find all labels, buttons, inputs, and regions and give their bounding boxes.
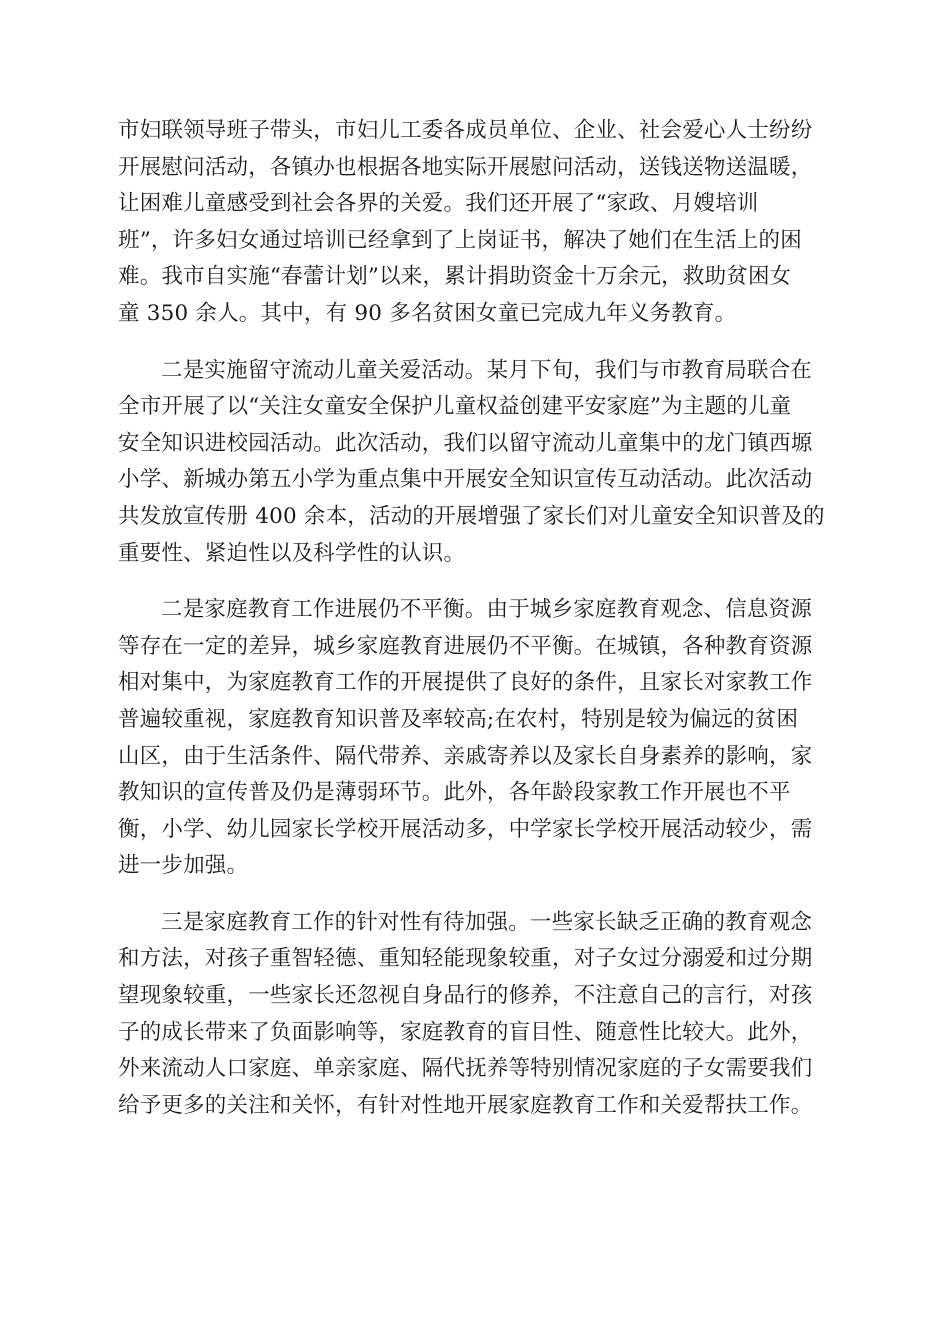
paragraph-line: 进一步加强。: [118, 853, 249, 879]
paragraph-line: 开展慰问活动，各镇办也根据各地实际开展慰问活动，送钱送物送温暖，: [118, 154, 813, 180]
paragraph-line: 难。我市自实施“春蕾计划”以来，累计捐助资金十万余元，救助贫困女: [118, 264, 792, 290]
paragraph-line: 班”，许多妇女通过培训已经拿到了上岗证书，解决了她们在生活上的困: [118, 227, 802, 253]
paragraph-line: 望现象较重，一些家长还忽视自身品行的修养，不注意自己的言行，对孩: [118, 983, 813, 1009]
paragraph-1: [118, 113, 834, 333]
paragraph-line: 等存在一定的差异，城乡家庭教育进展仍不平衡。在城镇，各种教育资源: [118, 633, 813, 659]
paragraph-line: 山区，由于生活条件、隔代带养、亲戚寄养以及家长自身素养的影响，家: [118, 743, 813, 769]
paragraph-line: 共发放宣传册 400 余本，活动的开展增强了家长们对儿童安全知识普及的: [118, 503, 825, 529]
paragraph-line: 市妇联领导班子带头，市妇儿工委各成员单位、企业、社会爱心人士纷纷: [118, 118, 813, 143]
paragraph-3: [118, 592, 834, 885]
paragraph-2: [118, 353, 834, 573]
paragraph-line: 教知识的宣传普及仍是薄弱环节。此外，各年龄段家教工作开展也不平: [118, 780, 791, 806]
paragraph-4: [118, 905, 834, 1125]
paragraph-line: 三是家庭教育工作的针对性有待加强。一些家长缺乏正确的教育观念: [161, 909, 813, 935]
paragraph-line: 安全知识进校园活动。此次活动，我们以留守流动儿童集中的龙门镇西塬: [118, 430, 813, 456]
paragraph-line: 相对集中，为家庭教育工作的开展提供了良好的条件，且家长对家教工作: [118, 670, 813, 696]
paragraph-line: 小学、新城办第五小学为重点集中开展安全知识宣传互动活动。此次活动: [118, 467, 813, 493]
paragraph-line: 外来流动人口家庭、单亲家庭、隔代抚养等特别情况家庭的子女需要我们: [118, 1056, 813, 1082]
paragraph-line: 让困难儿童感受到社会各界的关爱。我们还开展了“家政、月嫂培训: [118, 191, 759, 217]
paragraph-line: 衡，小学、幼儿园家长学校开展活动多，中学家长学校开展活动较少，需: [118, 816, 813, 842]
paragraph-line: 和方法，对孩子重智轻德、重知轻能现象较重，对子女过分溺爱和过分期: [118, 946, 813, 972]
paragraph-line: 给予更多的关注和关怀，有针对性地开展家庭教育工作和关爱帮扶工作。: [118, 1092, 813, 1118]
paragraph-line: 二是家庭教育工作进展仍不平衡。由于城乡家庭教育观念、信息资源: [161, 597, 813, 623]
paragraph-line: 子的成长带来了负面影响等，家庭教育的盲目性、随意性比较大。此外，: [118, 1019, 813, 1045]
paragraph-line: 全市开展了以“关注女童安全保护儿童权益创建平安家庭”为主题的儿童: [118, 394, 792, 420]
paragraph-line: 童 350 余人。其中，有 90 多名贫困女童已完成九年义务教育。: [118, 300, 737, 326]
paragraph-line: 重要性、紧迫性以及科学性的认识。: [118, 540, 466, 566]
paragraph-line: 普遍较重视，家庭教育知识普及率较高;在农村，特别是较为偏远的贫困: [118, 706, 799, 732]
document-body: [118, 113, 834, 1144]
paragraph-line: 二是实施留守流动儿童关爱活动。某月下旬，我们与市教育局联合在: [161, 357, 813, 383]
